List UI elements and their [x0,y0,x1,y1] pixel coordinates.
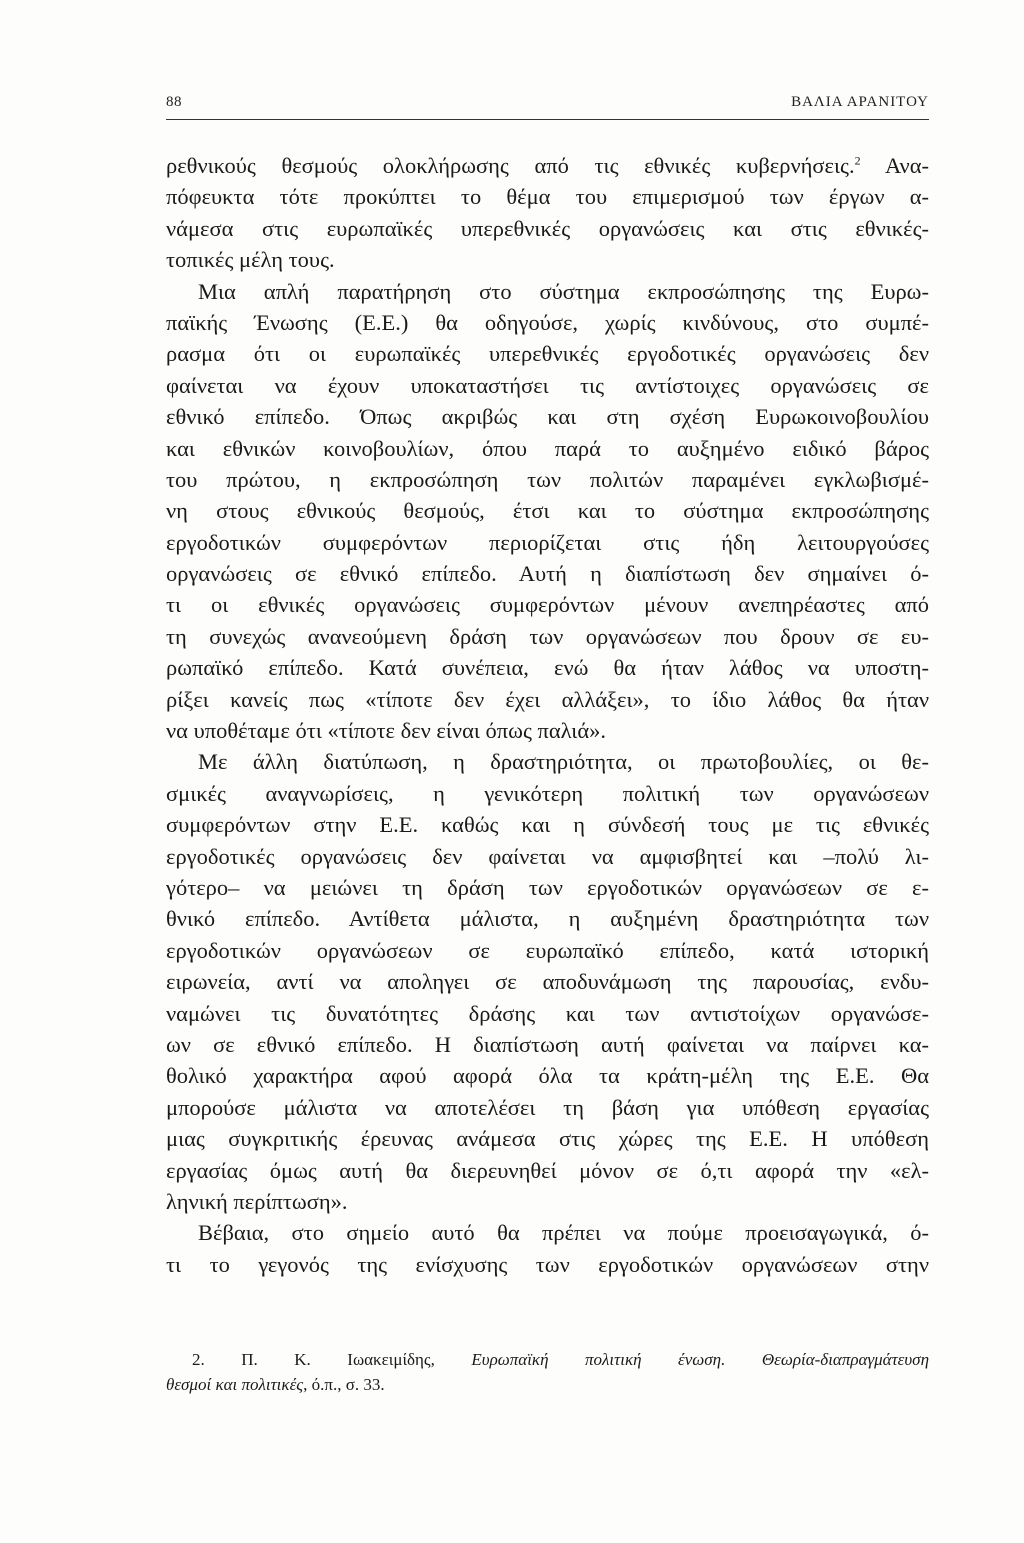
text-line: τι οι εθνικές οργανώσεις συμφερόντων μένουν ανεπηρέαστες από [166,592,929,618]
text-line: ρίξει κανείς πως «τίποτε δεν έχει αλλάξει», το ίδιο λάθος θα ήταν [166,686,929,712]
text-line: Με άλλη διατύπωση, η δραστηριότητα, οι πρωτοβουλίες, οι θε- [198,749,929,775]
footnote-number: 2. Π. Κ. Ιωακειμίδης, [192,1350,472,1369]
footnote-title: Ευρωπαϊκή πολιτική ένωση. Θεωρία-διαπραγμάτευση [471,1350,929,1369]
text-line: ληνική περίπτωση». [166,1188,348,1214]
text-line: μιας συγκριτικής έρευνας ανάμεσα στις χώρες της Ε.Ε. Η υπόθεση [166,1126,929,1152]
text-line: εργοδοτικών συμφερόντων περιορίζεται στις ήδη λειτουργούσες [166,529,929,555]
footnote-ref: 2 [854,153,861,168]
text-line: εργοδοτικές οργανώσεις δεν φαίνεται να αμφισβητεί και –πολύ λι- [166,843,929,869]
text-line: νάμεσα στις ευρωπαϊκές υπερεθνικές οργανώσεις και στις εθνικές- [166,215,929,241]
text-line: παϊκής Ένωσης (Ε.Ε.) θα οδηγούσε, χωρίς κινδύνους, στο συμπέ- [166,309,929,335]
text-line: και εθνικών κοινοβουλίων, όπου παρά το αυξημένο ειδικό βάρος [166,435,929,461]
text-line: θολικό χαρακτήρα αφού αφορά όλα τα κράτη-μέλη της Ε.Ε. Θα [166,1063,929,1089]
text-line [166,150,929,181]
page-number: 88 [166,94,182,110]
text-line-content: ρεθνικούς θεσμούς ολοκλήρωσης από τις εθνικές κυβερνήσεις. [166,153,855,178]
text-line: οργανώσεις σε εθνικό επίπεδο. Αυτή η διαπίστωση δεν σημαίνει ό- [166,561,929,587]
text-line: νη στους εθνικούς θεσμούς, έτσι και το σύστημα εκπροσώπησης [166,498,929,524]
text-line: να υποθέταμε ότι «τίποτε δεν είναι όπως παλιά». [166,718,607,744]
footnote-citation: , ό.π., σ. 33. [303,1375,385,1394]
body-text [166,150,929,1280]
text-line: Μια απλή παρατήρηση στο σύστημα εκπροσώπησης της Ευρω- [198,278,929,304]
header-rule [166,119,929,120]
text-line: εργοδοτικών οργανώσεων σε ευρωπαϊκό επίπεδο, κατά ιστορική [166,937,929,963]
footnote-line [166,1372,929,1397]
text-line: μπορούσε μάλιστα να αποτελέσει τη βάση για υπόθεση εργασίας [166,1094,929,1120]
text-line: τη συνεχώς ανανεούμενη δράση των οργανώσεων που δρουν σε ευ- [166,623,929,649]
text-line: θνικό επίπεδο. Αντίθετα μάλιστα, η αυξημένη δραστηριότητα των [166,906,929,932]
footnote-title: θεσμοί και πολιτικές [166,1375,304,1394]
text-line: γότερο– να μειώνει τη δράση των εργοδοτικών οργανώσεων σε ε- [166,874,929,900]
text-line-content: Ανα- [860,153,929,178]
running-head-author: ΒΑΛΙΑ ΑΡΑΝΙΤΟΥ [791,94,929,110]
text-line: ειρωνεία, αντί να αποληγει σε αποδυνάμωση της παρουσίας, ενδυ- [166,969,929,995]
footnote-line [166,1347,929,1372]
text-line: Βέβαια, στο σημείο αυτό θα πρέπει να πούμε προεισαγωγικά, ό- [198,1220,929,1246]
text-line: τι το γεγονός της ενίσχυσης των εργοδοτικών οργανώσεων στην [166,1251,929,1277]
footnote [166,1347,929,1397]
running-head [166,94,929,116]
text-line: τοπικές μέλη τους. [166,247,335,273]
text-line: εθνικό επίπεδο. Όπως ακριβώς και στη σχέση Ευρωκοινοβουλίου [166,404,929,430]
text-line: σμικές αναγνωρίσεις, η γενικότερη πολιτική των οργανώσεων [166,780,929,806]
text-line: ρασμα ότι οι ευρωπαϊκές υπερεθνικές εργοδοτικές οργανώσεις δεν [166,341,929,367]
text-line: πόφευκτα τότε προκύπτει το θέμα του επιμερισμού των έργων α- [166,184,929,210]
text-line: φαίνεται να έχουν υποκαταστήσει τις αντίστοιχες οργανώσεις σε [166,372,929,398]
text-line: του πρώτου, η εκπροσώπηση των πολιτών παραμένει εγκλωβισμέ- [166,466,929,492]
text-line: ναμώνει τις δυνατότητες δράσης και των αντιστοίχων οργανώσε- [166,1000,929,1026]
text-line: συμφερόντων στην Ε.Ε. καθώς και η σύνδεσή τους με τις εθνικές [166,812,929,838]
text-line: ων σε εθνικό επίπεδο. Η διαπίστωση αυτή φαίνεται να παίρνει κα- [166,1031,929,1057]
text-line: εργασίας όμως αυτή θα διερευνηθεί μόνον σε ό,τι αφορά την «ελ- [166,1157,929,1183]
text-line: ρωπαϊκό επίπεδο. Κατά συνέπεια, ενώ θα ήταν λάθος να υποστη- [166,655,929,681]
